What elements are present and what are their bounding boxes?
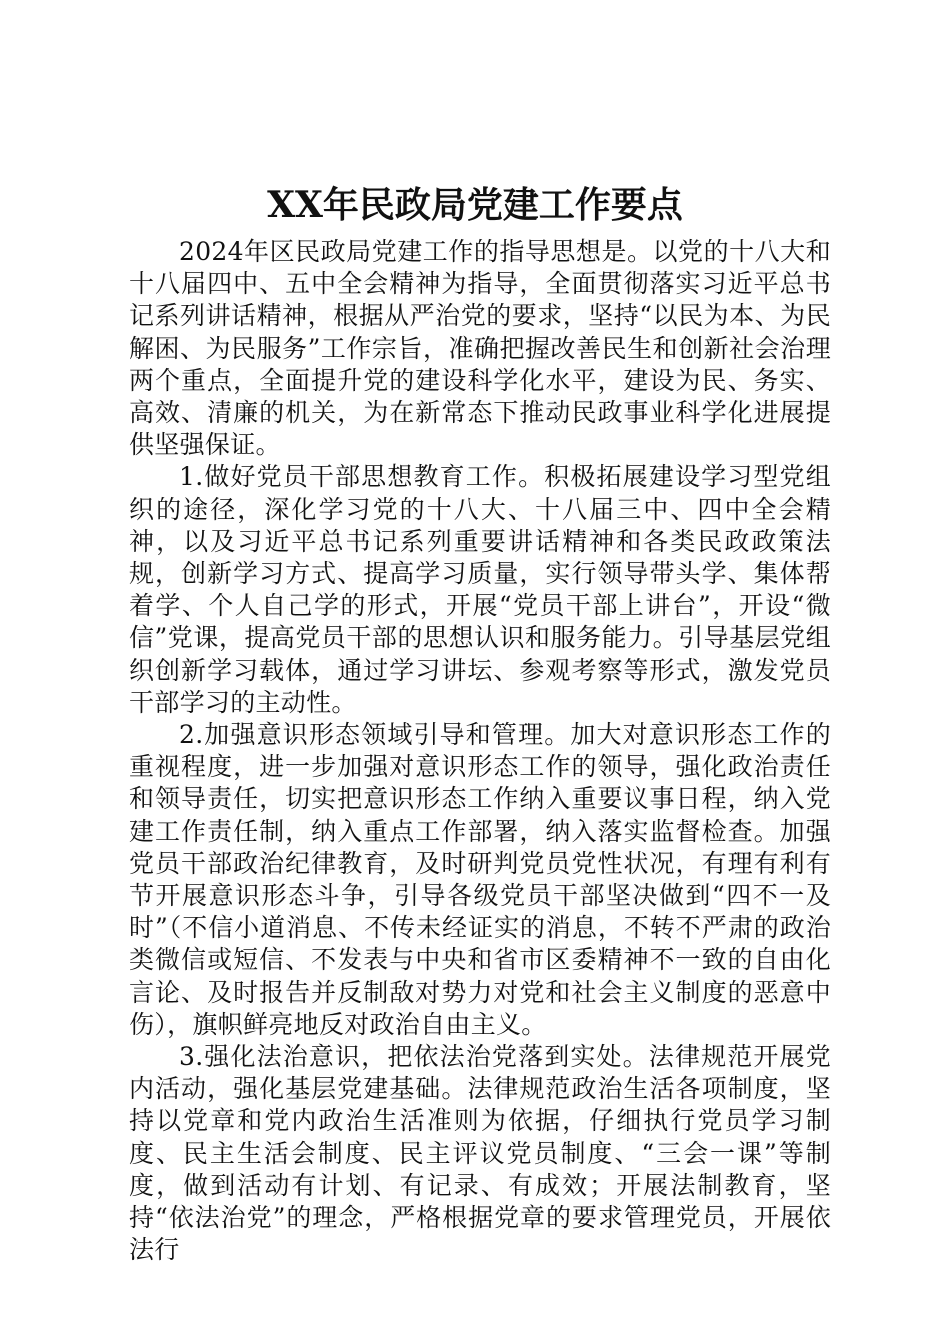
paragraph-item-2: 2.加强意识形态领域引导和管理。加大对意识形态工作的重视程度，进一步加强对意识形态工作的领导，强化政治责任和领导责任，切实把意识形态工作纳入重要议事日程，纳入党建工作责任制，纳入重点工作部署，纳入落实监督检查。加强党员干部政治纪律教育，及时研判党员党性状况，有理有利有节开展意识形态斗争，引导各级党员干部坚决做到“四不一及时”（不信小道消息、不传未经证实的消息，不转不严肃的政治类微信或短信、不发表与中央和省市区委精神不一致的自由化言论、及时报告并反制敌对势力对党和社会主义制度的恶意中伤），旗帜鲜亮地反对政治自由主义。: [129, 720, 831, 1039]
document-body: [129, 236, 831, 1267]
paragraph-item-3: 3.强化法治意识，把依法治党落到实处。法律规范开展党内活动，强化基层党建基础。法律规范政治生活各项制度，坚持以党章和党内政治生活准则为依据，仔细执行党员学习制度、民主生活会制度、民主评议党员制度、“三会一课”等制度，做到活动有计划、有记录、有成效；开展法制教育，坚持“依法治党”的理念，严格根据党章的要求管理党员，开展依法行: [129, 1042, 831, 1265]
paragraph-item-1: 1.做好党员干部思想教育工作。积极拓展建设学习型党组织的途径，深化学习党的十八大、十八届三中、四中全会精神，以及习近平总书记系列重要讲话精神和各类民政政策法规，创新学习方式、提高学习质量，实行领导带头学、集体帮着学、个人自己学的形式，开展“党员干部上讲台”，开设“微信”党课，提高党员干部的思想认识和服务能力。引导基层党组织创新学习载体，通过学习讲坛、参观考察等形式，激发党员干部学习的主动性。: [129, 462, 831, 717]
paragraph-guiding-ideology: 2024年区民政局党建工作的指导思想是。以党的十八大和十八届四中、五中全会精神为指导，全面贯彻落实习近平总书记系列讲话精神，根据从严治党的要求，坚持“以民为本、为民解困、为民服务”工作宗旨，准确把握改善民生和创新社会治理两个重点，全面提升党的建设科学化水平，建设为民、务实、高效、清廉的机关，为在新常态下推动民政事业科学化进展提供坚强保证。: [129, 237, 831, 460]
document-title: XX年民政局党建工作要点: [267, 184, 683, 226]
